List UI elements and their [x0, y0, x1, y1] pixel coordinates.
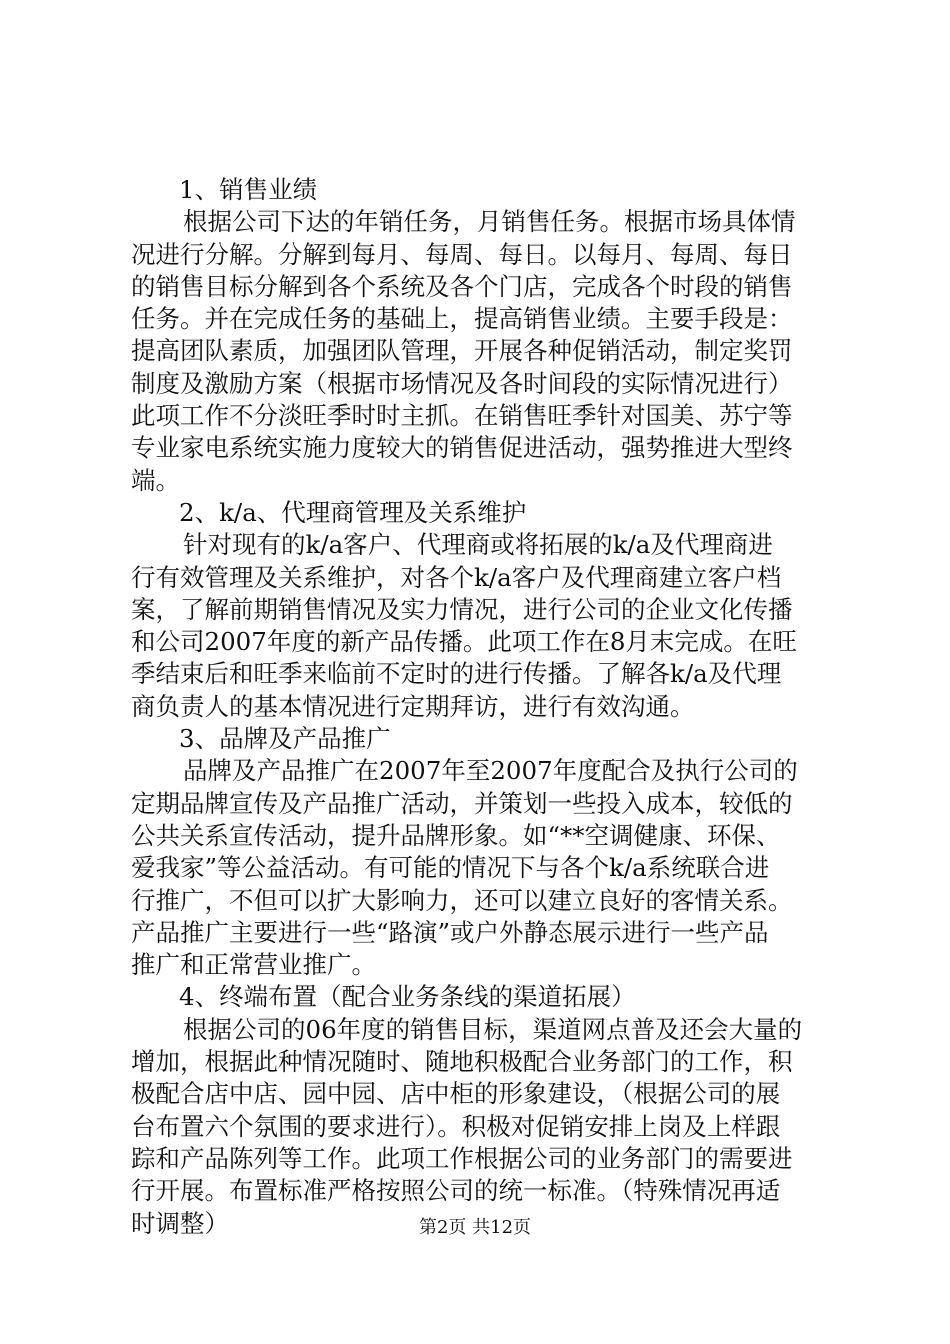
paragraph-line: 商负责人的基本情况进行定期拜访，进行有效沟通。	[131, 691, 695, 721]
paragraph-line: 此项工作不分淡旺季时时主抓。在销售旺季针对国美、苏宁等	[131, 401, 793, 431]
paragraph-line: 时调整）	[131, 1208, 229, 1238]
paragraph-line: 增加，根据此种情况随时、随地积极配合业务部门的工作，积	[131, 1047, 793, 1077]
paragraph-line: 定期品牌宣传及产品推广活动，并策划一些投入成本，较低的	[131, 788, 793, 818]
paragraph-line: 踪和产品陈列等工作。此项工作根据公司的业务部门的需要进	[131, 1143, 793, 1173]
paragraph-line: 和公司2007年度的新产品传播。此项工作在8月末完成。在旺	[131, 627, 797, 657]
section-heading: 1、销售业绩	[179, 175, 318, 204]
paragraph-line: 行推广，不但可以扩大影响力，还可以建立良好的客情关系。	[131, 885, 793, 915]
paragraph-line: 行有效管理及关系维护，对各个k/a客户及代理商建立客户档	[131, 562, 782, 592]
paragraph-line: 制度及激励方案（根据市场情况及各时间段的实际情况进行）	[131, 368, 793, 398]
section-sales-performance	[131, 174, 831, 497]
section-terminal-layout	[131, 981, 831, 1239]
paragraph-line: 专业家电系统实施力度较大的销售促进活动，强势推进大型终	[131, 433, 793, 463]
paragraph-line: 针对现有的k/a客户、代理商或将拓展的k/a及代理商进	[183, 530, 773, 560]
paragraph-line: 根据公司的06年度的销售目标，渠道网点普及还会大量的	[183, 1014, 803, 1044]
section-heading: 3、品牌及产品推广	[179, 724, 391, 754]
paragraph-line: 推广和正常营业推广。	[131, 950, 376, 980]
section-brand-promotion	[131, 723, 831, 981]
paragraph-line: 根据公司下达的年销任务，月销售任务。根据市场具体情	[183, 207, 796, 237]
document-body	[131, 174, 831, 1240]
paragraph-line: 公共关系宣传活动，提升品牌形象。如“**空调健康、环保、	[131, 820, 781, 850]
paragraph-line: 端。	[131, 465, 180, 495]
section-ka-agent-management	[131, 497, 831, 723]
section-heading: 4、终端布置（配合业务条线的渠道拓展）	[179, 982, 636, 1012]
paragraph-line: 任务。并在完成任务的基础上，提高销售业绩。主要手段是：	[131, 304, 793, 334]
paragraph-line: 况进行分解。分解到每月、每周、每日。以每月、每周、每日	[131, 239, 793, 269]
paragraph-line: 案，了解前期销售情况及实力情况，进行公司的企业文化传播	[131, 594, 793, 624]
section-heading: 2、k/a、代理商管理及关系维护	[179, 497, 527, 527]
paragraph-line: 爱我家”等公益活动。有可能的情况下与各个k/a系统联合进	[131, 853, 770, 883]
paragraph-line: 品牌及产品推广在2007年至2007年度配合及执行公司的	[183, 756, 798, 786]
paragraph-line: 提高团队素质，加强团队管理，开展各种促销活动，制定奖罚	[131, 336, 793, 366]
paragraph-line: 台布置六个氛围的要求进行）。积极对促销安排上岗及上样跟	[131, 1111, 781, 1141]
paragraph-line: 的销售目标分解到各个系统及各个门店，完成各个时段的销售	[131, 271, 793, 301]
paragraph-line: 产品推广主要进行一些“路演”或户外静态展示进行一些产品	[131, 917, 769, 947]
paragraph-line: 极配合店中店、园中园、店中柜的形象建设，（根据公司的展	[131, 1079, 781, 1109]
paragraph-line: 季结束后和旺季来临前不定时的进行传播。了解各k/a及代理	[131, 659, 782, 689]
page-number-footer: 第2页 共12页	[418, 1217, 532, 1238]
paragraph-line: 行开展。布置标准严格按照公司的统一标准。（特殊情况再适	[131, 1176, 781, 1206]
